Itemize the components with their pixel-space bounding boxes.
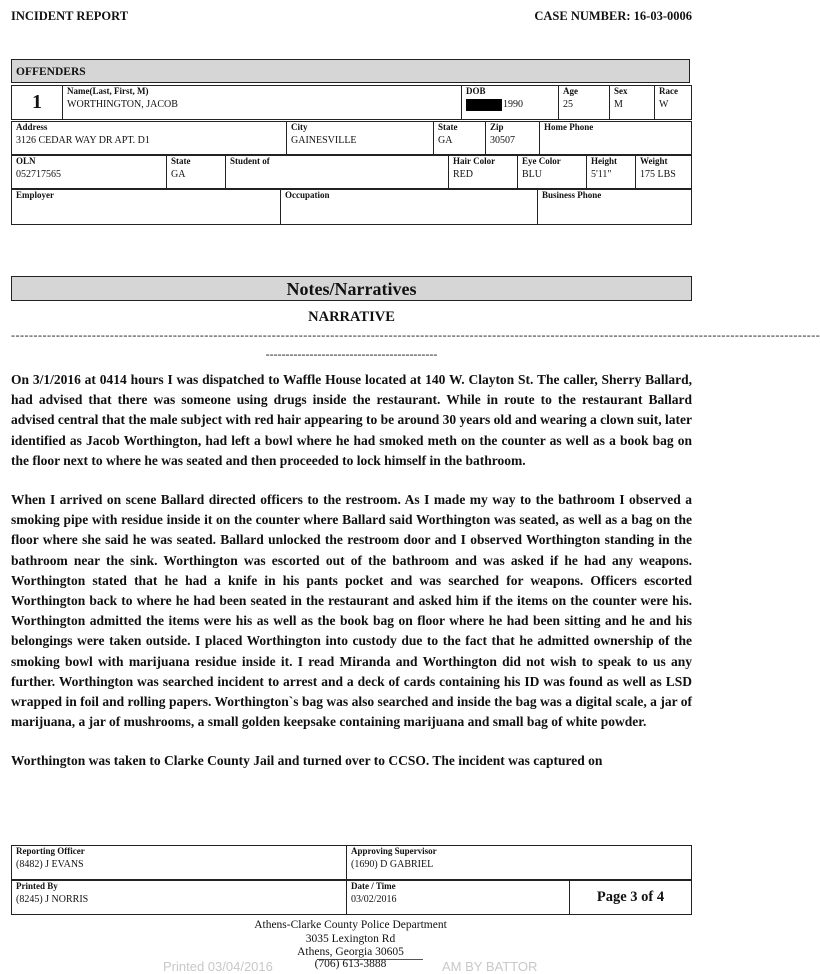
oln-value: 052717565 xyxy=(16,169,61,180)
student-of-label: Student of xyxy=(230,156,270,166)
reporting-officer-value: (8482) J EVANS xyxy=(16,859,84,870)
business-phone-label: Business Phone xyxy=(542,190,602,200)
name-value: WORTHINGTON, JACOB xyxy=(67,99,178,110)
report-title: INCIDENT REPORT xyxy=(11,9,129,23)
eye-label: Eye Color xyxy=(522,156,561,166)
signoff-row-1 xyxy=(11,845,692,880)
signoff-row-2 xyxy=(11,880,692,915)
narrative-body xyxy=(11,370,692,772)
occupation-label: Occupation xyxy=(285,190,330,200)
printed-by-label: Printed By xyxy=(16,881,58,891)
address-row xyxy=(11,121,692,155)
dob-label: DOB xyxy=(466,86,486,96)
oln-row xyxy=(11,155,692,189)
age-cell xyxy=(559,86,610,120)
height-value: 5'11" xyxy=(591,169,612,180)
offenders-section-title: OFFENDERS xyxy=(11,59,690,83)
eye-value: BLU xyxy=(522,169,542,180)
hair-label: Hair Color xyxy=(453,156,496,166)
city-value: GAINESVILLE xyxy=(291,135,357,146)
oln-state-value: GA xyxy=(171,169,186,180)
address-label: Address xyxy=(16,122,48,132)
age-label: Age xyxy=(563,86,578,96)
race-cell xyxy=(655,86,692,120)
race-label: Race xyxy=(659,86,678,96)
dob-cell xyxy=(462,86,559,120)
agency-phone: (706) 613-3888 xyxy=(314,958,387,970)
name-label: Name(Last, First, M) xyxy=(67,86,149,96)
notes-section-title: Notes/Narratives xyxy=(11,276,692,301)
height-label: Height xyxy=(591,156,617,166)
printed-by-value: (8245) J NORRIS xyxy=(16,894,89,905)
narrative-paragraph: Worthington was taken to Clarke County Jail and turned over to CCSO. The incident was captured on xyxy=(11,753,603,769)
age-value: 25 xyxy=(563,99,573,110)
agency-name: Athens-Clarke County Police Department xyxy=(254,919,447,931)
weight-label: Weight xyxy=(640,156,668,166)
state-label: State xyxy=(438,122,458,132)
employer-label: Employer xyxy=(16,190,54,200)
date-time-value: 03/02/2016 xyxy=(351,894,397,905)
offender-number: 1 xyxy=(12,86,63,120)
print-watermark-right: AM BY BATTOR xyxy=(442,959,538,974)
address-value: 3126 CEDAR WAY DR APT. D1 xyxy=(16,135,150,146)
dash-divider: ------------------------------------------------------------------------------------------------------------------------------------------------------------------------------------ xyxy=(11,328,820,342)
city-label: City xyxy=(291,122,308,132)
race-value: W xyxy=(659,99,669,110)
weight-value: 175 LBS xyxy=(640,169,676,180)
hair-value: RED xyxy=(453,169,473,180)
date-time-label: Date / Time xyxy=(351,881,396,891)
redaction-box xyxy=(466,99,502,111)
home-phone-label: Home Phone xyxy=(544,122,594,132)
zip-value: 30507 xyxy=(490,135,515,146)
narrative-paragraph: On 3/1/2016 at 0414 hours I was dispatched to Waffle House located at 140 W. Clayton St. The caller, Sherry Ballard, had advised that there was someone using drugs inside the restaurant. While in route to the restaurant Ballard advised central that the male subject with red hair appearing to be around 30 years old and wearing a clown suit, later identified as Jacob Worthington, had left a bowl where he had smoked meth on the counter as well as a book bag on the floor next to where he was seated and then proceeded to lock himself in the bathroom. xyxy=(11,372,692,468)
name-cell xyxy=(63,86,462,120)
state-value: GA xyxy=(438,135,453,146)
narrative-paragraph: When I arrived on scene Ballard directed officers to the restroom. As I made my way to the bathroom I observed a smoking pipe with residue inside it on the counter where Ballard said Worthington was seated, as well as a bag on the floor where she said he was seated. Ballard unlocked the restroom door and I observed Worthington standing in the bathroom near the sink. Worthington was escorted out of the bathroom and was asked if he had any weapons. Worthington stated that he had a knife in his pants pocket and was searched for weapons. Officers escorted Worthington back to where he had been seated in the restaurant and asked him if the items on the counter were his. Worthington admitted the items were his as well as the book bag on floor where he had been sitting and he and his belongings were taken outside. I placed Worthington into custody due to the fact that he admitted ownership of the smoking bowl with marijuana residue inside it. I read Miranda and Worthington did not wish to speak to us any further. Worthington was searched incident to arrest and a deck of cards containing his ID was found as well as LSD wrapped in foil and rolling papers. Worthington`s bag was also searched and inside the bag was a digital scale, a jar of marijuana, a jar of mushrooms, a small golden keepsake containing marijuana and small bag of white powder. xyxy=(11,492,692,730)
approving-supervisor-value: (1690) D GABRIEL xyxy=(351,859,434,870)
case-number: CASE NUMBER: 16-03-0006 xyxy=(534,9,692,23)
sex-cell xyxy=(610,86,655,120)
oln-state-label: State xyxy=(171,156,191,166)
reporting-officer-label: Reporting Officer xyxy=(16,846,85,856)
sex-label: Sex xyxy=(614,86,628,96)
dash-divider-short: ------------------------------------------- xyxy=(265,347,438,361)
page-number: Page 3 of 4 xyxy=(570,881,692,915)
sex-value: M xyxy=(614,99,623,110)
approving-supervisor-label: Approving Supervisor xyxy=(351,846,437,856)
employer-row xyxy=(11,189,692,225)
agency-street: 3035 Lexington Rd xyxy=(305,933,396,945)
offender-row-1 xyxy=(11,85,692,120)
agency-city: Athens, Georgia 30605 xyxy=(297,946,404,958)
dob-year: 1990 xyxy=(503,99,523,110)
print-watermark-left: Printed 03/04/2016 xyxy=(163,959,273,974)
narrative-heading: NARRATIVE xyxy=(308,309,395,325)
zip-label: Zip xyxy=(490,122,504,132)
oln-label: OLN xyxy=(16,156,36,166)
